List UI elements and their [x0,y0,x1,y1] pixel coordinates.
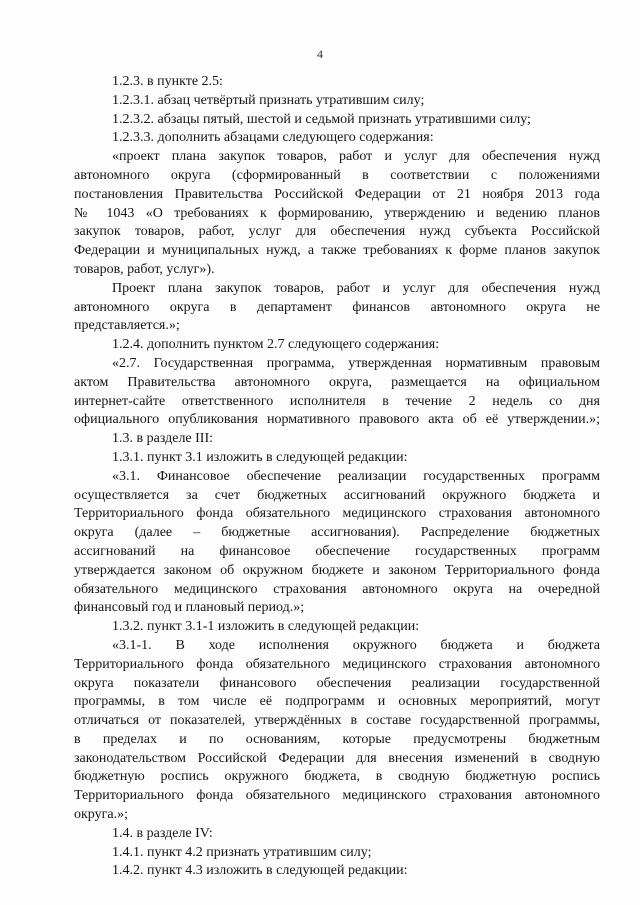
text-line: округа.»; [74,807,128,823]
text-line: 1.2.4. дополнить пунктом 2.7 следующего содержания: [112,337,440,353]
text-line: бюджетную роспись окружного бюджета, в сводную бюджетную роспись [74,769,600,785]
text-line: «3.1-1. В ходе исполнения окружного бюджета и бюджета [112,637,600,653]
document-body [74,73,600,881]
text-line: «проект плана закупок товаров, работ и услуг для обеспечения нужд [112,149,600,165]
text-line: Проект плана закупок товаров, работ и услуг для обеспечения нужд [112,280,600,296]
text-line: официального опубликования нормативного правового акта об её утверждении.»; [74,412,600,428]
text-line: осуществляется за счет бюджетных ассигнований окружного бюджета и [74,487,600,503]
page-number: 4 [317,47,323,61]
text-line: 1.2.3.1. абзац четвёртый признать утратившим силу; [112,92,425,108]
text-line: ассигнований на финансовое обеспечение государственных программ [74,543,600,559]
text-line: Федерации и муниципальных нужд, а также требованиях к форме планов закупок [74,243,600,259]
text-line: в пределах и по основаниям, которые предусмотрены бюджетным [74,731,600,747]
text-line: 1.2.3.2. абзацы пятый, шестой и седьмой признать утратившими силу; [112,111,531,127]
text-line: интернет-сайте ответственного исполнителя в течение 2 недель со дня [74,393,600,409]
text-line: 1.3.2. пункт 3.1-1 изложить в следующей редакции: [112,619,420,635]
text-line: 1.4. в разделе IV: [112,825,213,841]
text-line: актом Правительства автономного округа, размещается на официальном [74,374,600,390]
text-line: отличаться от показателей, утверждённых в составе государственной программы, [74,713,600,729]
text-line: финансовый год и плановый период.»; [74,600,305,616]
text-line: Территориального фонда обязательного медицинского страхования автономного [74,788,600,804]
text-line: 1.3. в разделе III: [112,431,214,447]
text-line: законодательством Российской Федерации для внесения изменений в сводную [74,750,600,766]
text-line: автономного округа в департамент финансов автономного округа не [74,299,600,315]
text-line: округа (далее – бюджетные ассигнования). Распределение бюджетных [74,525,600,541]
text-line: № 1043 «О требованиях к формированию, утверждению и ведению планов [74,205,600,221]
text-line: 1.2.3.3. дополнить абзацами следующего содержания: [112,130,434,146]
text-line: Территориального фонда обязательного медицинского страхования автономного [74,656,600,672]
text-line: 1.2.3. в пункте 2.5: [112,74,223,89]
text-line: автономного округа (сформированный в соответствии с положениями [74,167,600,183]
text-line: 1.4.1. пункт 4.2 признать утратившим силу; [112,844,372,860]
text-line: 1.3.1. пункт 3.1 изложить в следующей редакции: [112,449,408,465]
text-line: закупок товаров, работ, услуг для обеспечения нужд субъекта Российской [74,224,600,240]
text-line: «3.1. Финансовое обеспечение реализации государственных программ [112,468,600,484]
text-line: товаров, работ, услуг»). [74,261,215,277]
text-line: утверждается законом об окружном бюджете и законом Территориального фонда [74,562,600,578]
text-line: представляется.»; [74,318,180,334]
text-line: обязательного медицинского страхования автономного округа на очередной [74,581,600,597]
text-line: округа показатели финансового обеспечения реализации государственной [74,675,600,691]
text-line: программы, в том числе её подпрограмм и основных мероприятий, могут [74,694,600,710]
text-line: постановления Правительства Российской Федерации от 21 ноября 2013 года [74,186,600,202]
text-line: 1.4.2. пункт 4.3 изложить в следующей редакции: [112,863,408,879]
text-line: «2.7. Государственная программа, утвержденная нормативным правовым [112,355,600,371]
text-line: Территориального фонда обязательного медицинского страхования автономного [74,506,600,522]
